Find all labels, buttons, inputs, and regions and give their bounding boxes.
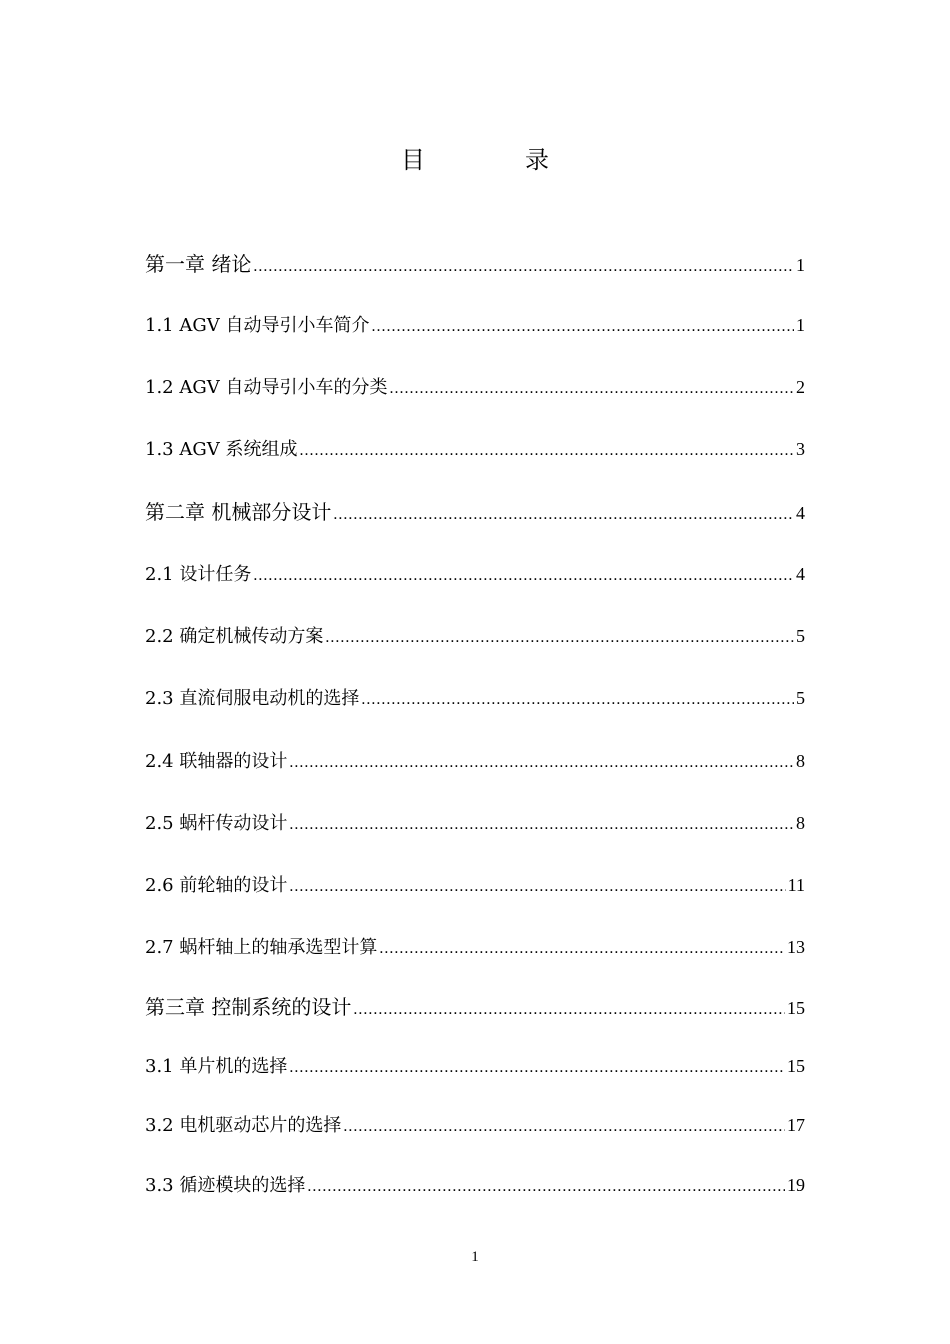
page-number-footer: 1 <box>471 1249 479 1265</box>
toc-entry-label: 2.3 直流伺服电动机的选择 <box>145 688 360 709</box>
toc-entry-label: 1.1 AGV 自动导引小车简介 <box>145 315 370 336</box>
toc-entry-page: 1 <box>796 315 805 335</box>
toc-entry-page: 13 <box>787 937 805 957</box>
toc-entry-label: 2.7 蜗杆轴上的轴承选型计算 <box>145 937 378 958</box>
toc-leader-dots <box>289 816 794 834</box>
toc-leader-dots <box>361 691 794 709</box>
toc-entry-page: 5 <box>796 688 805 708</box>
toc-entry-label: 第一章 绪论 <box>145 252 252 276</box>
toc-leader-dots <box>371 318 794 336</box>
toc-leader-dots <box>307 1178 785 1196</box>
toc-entry-2-7[interactable] <box>145 933 805 959</box>
toc-entry-label: 3.2 电机驱动芯片的选择 <box>145 1115 342 1136</box>
toc-leader-dots <box>289 1059 785 1077</box>
toc-entry-1-2[interactable] <box>145 373 805 399</box>
toc-leader-dots <box>333 506 794 524</box>
toc-entry-page: 3 <box>796 439 805 459</box>
toc-entry-label: 1.3 AGV 系统组成 <box>145 439 298 460</box>
toc-entry-page: 8 <box>796 813 805 833</box>
toc-entry-page: 4 <box>796 564 805 584</box>
toc-leader-dots <box>253 567 794 585</box>
toc-entry-3-3[interactable] <box>145 1171 805 1197</box>
toc-entry-label: 3.3 循迹模块的选择 <box>145 1175 306 1196</box>
toc-entry-2-2[interactable] <box>145 622 805 648</box>
toc-leader-dots <box>299 442 794 460</box>
toc-entry-chapter-1[interactable] <box>145 248 805 274</box>
toc-leader-dots <box>289 878 785 896</box>
toc-entry-2-4[interactable] <box>145 747 805 773</box>
toc-title <box>0 140 950 175</box>
toc-entry-2-5[interactable] <box>145 809 805 835</box>
toc-entry-label: 3.1 单片机的选择 <box>145 1056 288 1077</box>
toc-leader-dots <box>353 1001 785 1019</box>
toc-entry-chapter-3[interactable] <box>145 991 805 1017</box>
toc-entry-2-1[interactable] <box>145 560 805 586</box>
toc-entry-2-3[interactable] <box>145 684 805 710</box>
toc-entry-label: 2.6 前轮轴的设计 <box>145 875 288 896</box>
toc-leader-dots <box>379 940 785 958</box>
toc-entry-page: 17 <box>787 1115 805 1135</box>
toc-entry-page: 5 <box>796 626 805 646</box>
toc-entry-page: 4 <box>796 503 805 523</box>
toc-entry-3-2[interactable] <box>145 1111 805 1137</box>
toc-entry-1-1[interactable] <box>145 311 805 337</box>
toc-entry-page: 2 <box>796 377 805 397</box>
toc-entry-label: 第三章 控制系统的设计 <box>145 995 352 1019</box>
toc-entry-label: 2.4 联轴器的设计 <box>145 751 288 772</box>
toc-entry-1-3[interactable] <box>145 435 805 461</box>
toc-entry-label: 2.5 蜗杆传动设计 <box>145 813 288 834</box>
toc-entry-3-1[interactable] <box>145 1052 805 1078</box>
toc-entry-page: 1 <box>796 255 805 275</box>
toc-entry-label: 第二章 机械部分设计 <box>145 500 332 524</box>
toc-entry-chapter-2[interactable] <box>145 496 805 522</box>
toc-entry-label: 2.2 确定机械传动方案 <box>145 626 324 647</box>
toc-title-part2: 录 <box>525 146 549 174</box>
toc-entry-page: 11 <box>787 875 805 895</box>
toc-leader-dots <box>253 258 794 276</box>
toc-entry-page: 8 <box>796 751 805 771</box>
toc-title-part1: 目 <box>401 146 425 174</box>
toc-entry-2-6[interactable] <box>145 871 805 897</box>
toc-entry-label: 2.1 设计任务 <box>145 564 252 585</box>
toc-entry-page: 15 <box>787 998 805 1018</box>
toc-entry-page: 15 <box>787 1056 805 1076</box>
toc-leader-dots <box>289 754 794 772</box>
toc-entry-page: 19 <box>787 1175 805 1195</box>
toc-leader-dots <box>343 1118 785 1136</box>
toc-entry-label: 1.2 AGV 自动导引小车的分类 <box>145 377 388 398</box>
toc-leader-dots <box>389 380 794 398</box>
toc-leader-dots <box>325 629 794 647</box>
